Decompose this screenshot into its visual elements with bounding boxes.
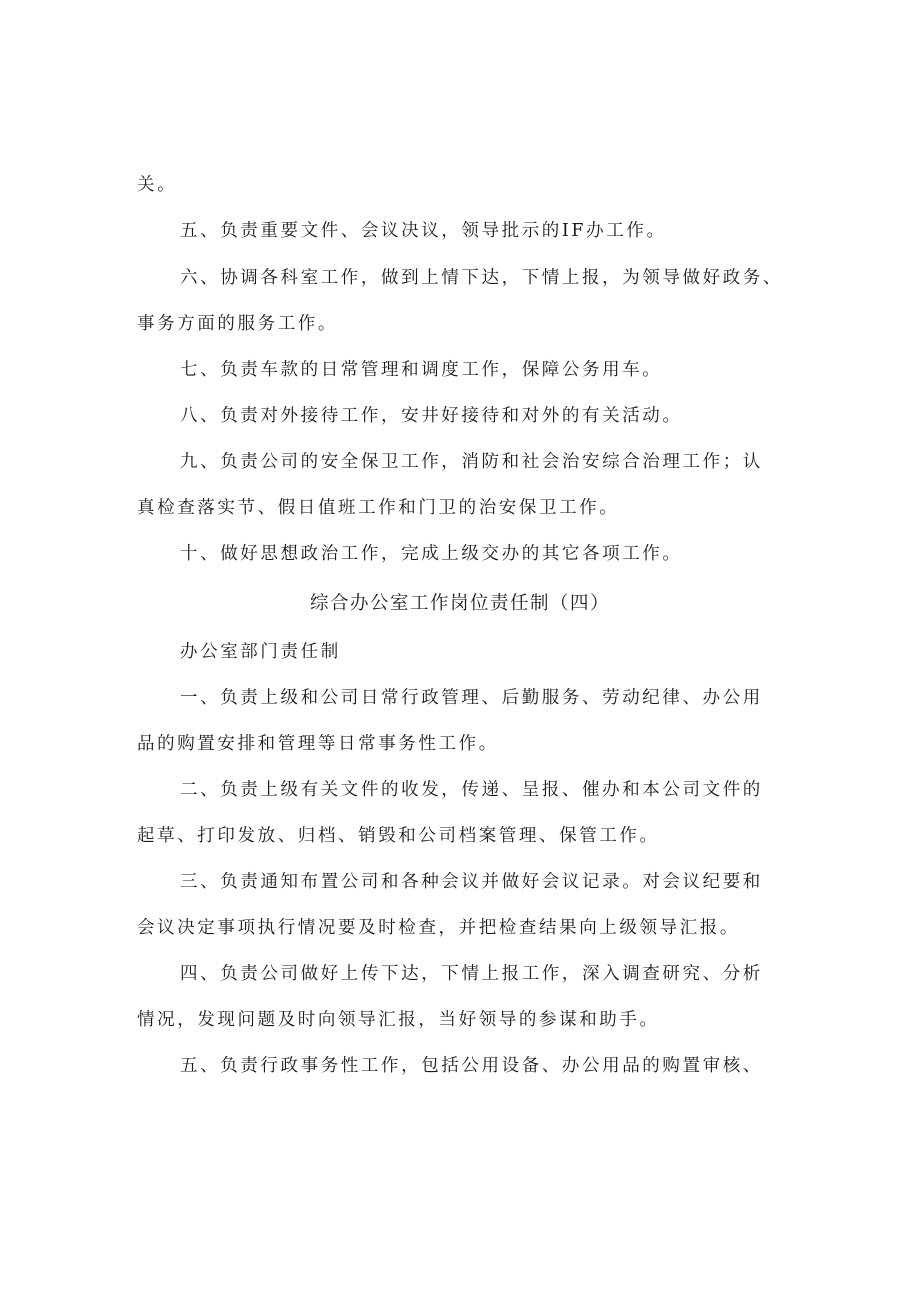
text-line: 起草、打印发放、归档、销毁和公司档案管理、保管工作。	[137, 826, 660, 846]
text-line: 五、负责重要文件、会议决议，领导批示的IF办工作。	[180, 221, 667, 241]
text-line: 关。	[137, 175, 178, 195]
text-line: 情况，发现问题及时向领导汇报，当好领导的参谋和助手。	[137, 1010, 660, 1030]
text-line: 五、负责行政事务性工作，包括公用设备、办公用品的购置审核、	[180, 1056, 763, 1076]
text-line: 四、负责公司做好上传下达，下情上报工作，深入调查研究、分析	[180, 964, 763, 984]
text-line: 真检查落实节、假日值班工作和门卫的治安保卫工作。	[137, 498, 620, 518]
text-line: 六、协调各科室工作，做到上情下达，下情上报，为领导做好政务、	[180, 268, 783, 288]
text-line: 三、负责通知布置公司和各种会议并做好会议记录。对会议纪要和	[180, 872, 763, 892]
text-line: 二、负责上级有关文件的收发，传递、呈报、催办和本公司文件的	[180, 780, 763, 800]
text-line: 十、做好思想政治工作，完成上级交办的其它各项工作。	[180, 544, 683, 564]
section-subtitle: 办公室部门责任制	[180, 642, 341, 662]
text-line: 事务方面的服务工作。	[137, 314, 338, 334]
text-line: 品的购置安排和管理等日常事务性工作。	[137, 734, 499, 754]
text-line: 九、负责公司的安全保卫工作，消防和社会治安综合治理工作；认	[180, 452, 763, 472]
text-line: 八、负责对外接待工作，安井好接待和对外的有关活动。	[180, 406, 683, 426]
text-line: 七、负责车款的日常管理和调度工作，保障公务用车。	[180, 360, 663, 380]
section-title: 综合办公室工作岗位责任制（四）	[309, 593, 610, 614]
text-line: 会议决定事项执行情况要及时检查，并把检查结果向上级领导汇报。	[137, 918, 740, 938]
text-line: 一、负责上级和公司日常行政管理、后勤服务、劳动纪律、办公用	[180, 688, 763, 708]
